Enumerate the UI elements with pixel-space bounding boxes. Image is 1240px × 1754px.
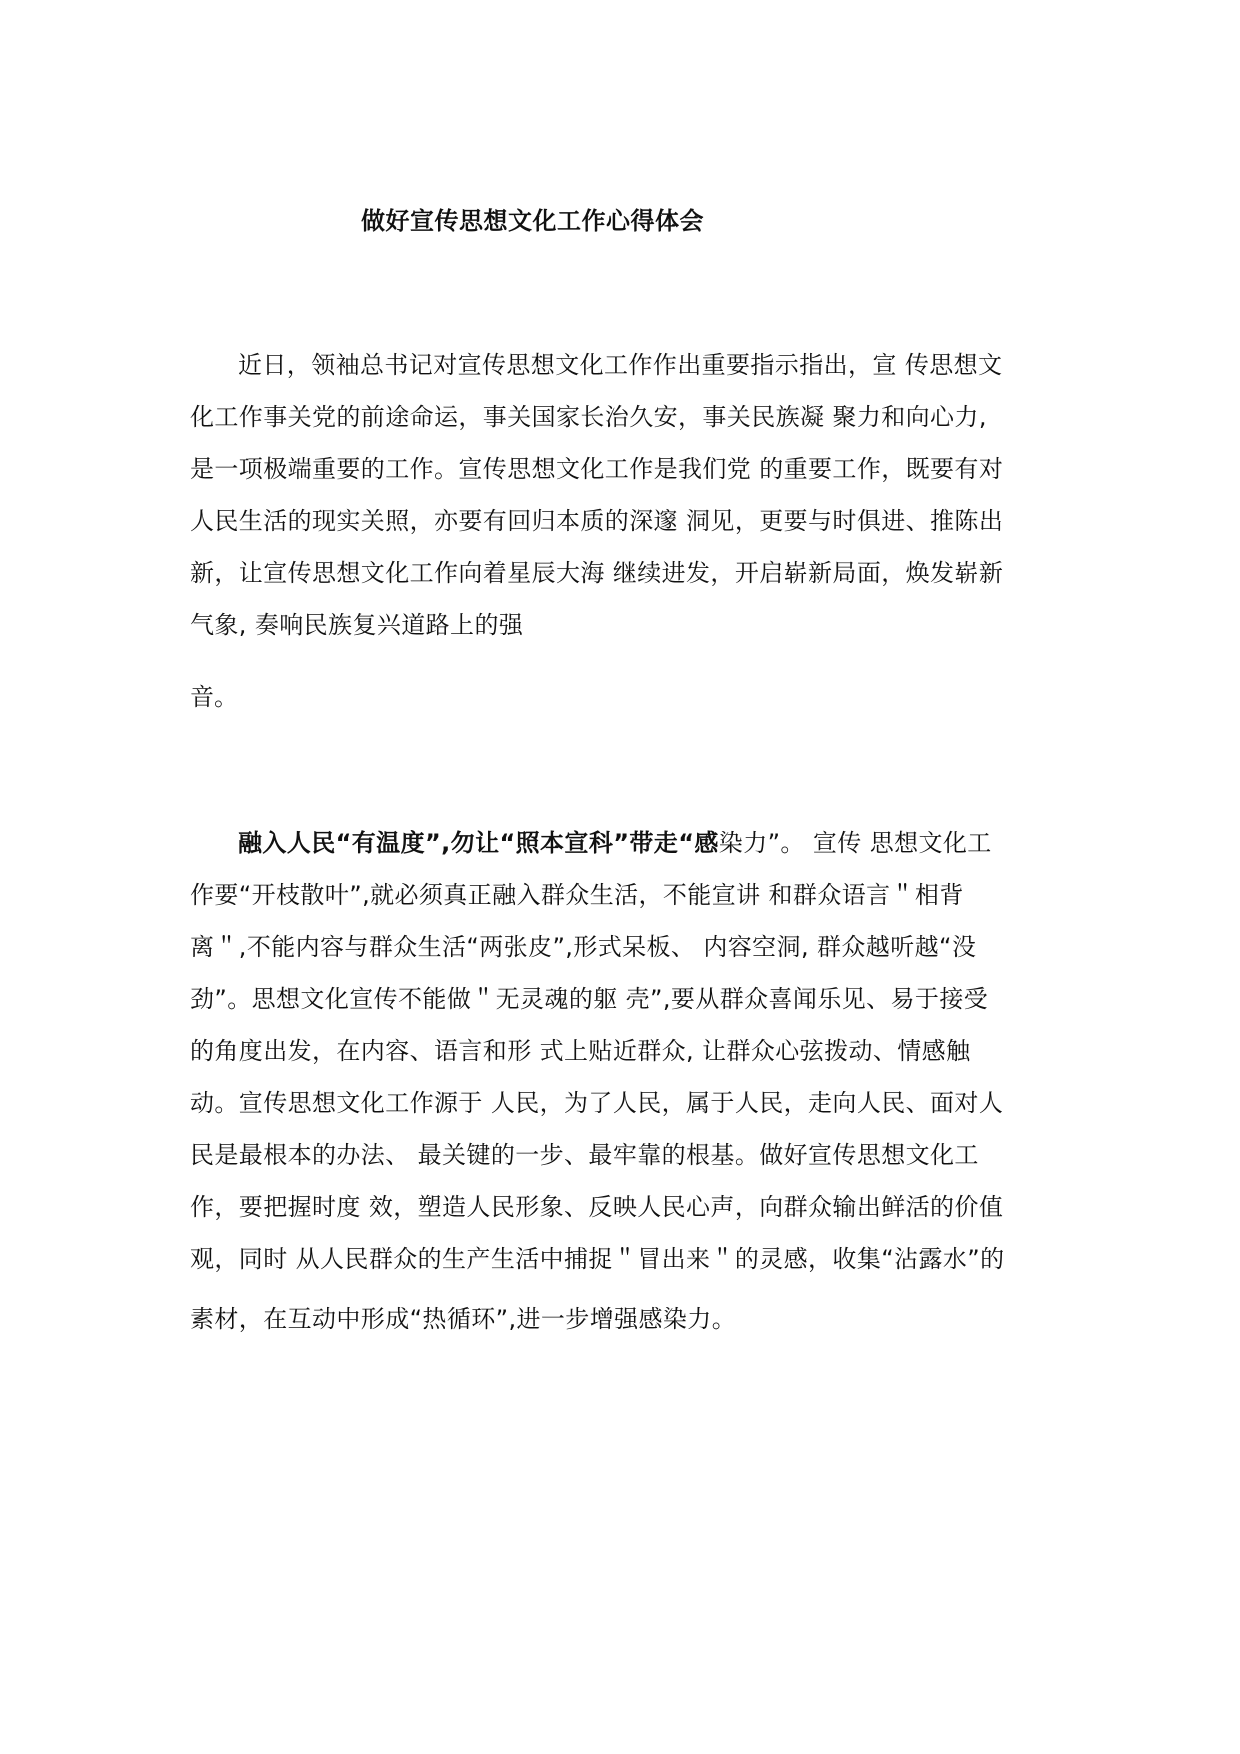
paragraph-2-heading-line [190,826,1060,878]
paragraph-1-line: 近日，领袖总书记对宣传思想文化工作作出重要指示指出，宣 传思想文 [238,351,1003,379]
paragraph-1-line: 气象, 奏响民族复兴道路上的强 [190,611,524,639]
paragraph-1-line: 化工作事关党的前途命运，事关国家长治久安，事关民族凝 聚力和向心力, [190,403,987,431]
paragraph-1 [190,348,1060,660]
paragraph-1-line: 人民生活的现实关照，亦要有回归本质的深邃 洞见，更要与时俱进、推陈出 [190,507,1004,535]
paragraph-2-line: 劲”。思想文化宣传不能做＂无灵魂的躯 壳”,要从群众喜闻乐见、易于接受 [190,985,989,1013]
paragraph-1-tail: 音。 [190,683,238,711]
paragraph-1-line: 新，让宣传思想文化工作向着星辰大海 继续进发，开启崭新局面，焕发崭新 [190,559,1004,587]
paragraph-2-line: 离＂,不能内容与群众生活“两张皮”,形式呆板、 内容空洞, 群众越听越“没 [190,933,977,961]
paragraph-2-line: 观，同时 从人民群众的生产生活中捕捉＂冒出来＂的灵感，收集“沾露水”的 [190,1245,1005,1273]
paragraph-2-line: 动。宣传思想文化工作源于 人民，为了人民，属于人民，走向人民、面对人 [190,1089,1004,1117]
paragraph-2-line: 素材，在互动中形成“热循环”,进一步增强感染力。 [190,1305,737,1333]
paragraph-2-heading-bold: 融入人民“有温度”,勿让“照本宣科”带走“感 [238,829,719,857]
paragraph-2-heading-rest: 染力”。 宣传 思想文化工 [718,829,992,857]
document-title: 做好宣传思想文化工作心得体会 [361,207,704,235]
paragraph-2-line: 的角度出发，在内容、语言和形 式上贴近群众, 让群众心弦拨动、情感触 [190,1037,971,1065]
paragraph-1-line: 是一项极端重要的工作。宣传思想文化工作是我们党 的重要工作，既要有对 [190,455,1004,483]
paragraph-2 [190,826,1060,1354]
paragraph-2-line: 作要“开枝散叶”,就必须真正融入群众生活，不能宣讲 和群众语言＂相背 [190,881,964,909]
paragraph-2-line: 作，要把握时度 效，塑造人民形象、反映人民心声，向群众输出鲜活的价值 [190,1193,1004,1221]
paragraph-2-line: 民是最根本的办法、 最关键的一步、最牢靠的根基。做好宣传思想文化工 [190,1141,979,1169]
